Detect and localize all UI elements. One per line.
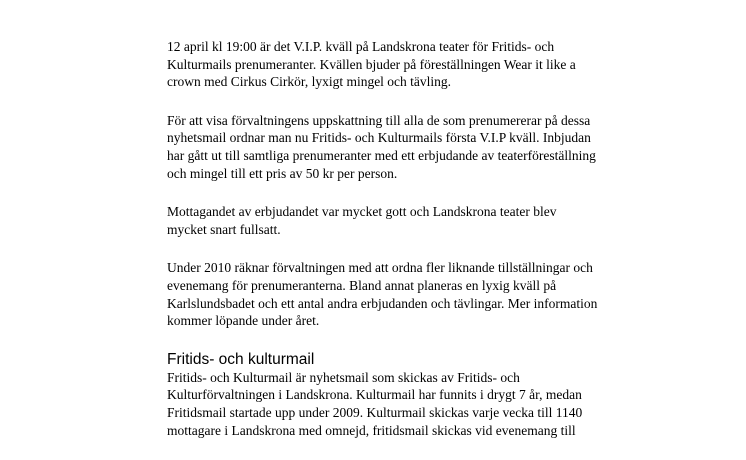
text-line: Under 2010 räknar förvaltningen med att ordna fler liknande tillställningar och	[167, 260, 593, 276]
text-line: evenemang för prenumeranterna. Bland annat planeras en lyxig kväll på	[167, 277, 557, 293]
text-line: Fritidsmail startade upp under 2009. Kulturmail skickas varje vecka till 1140	[167, 404, 583, 420]
text-line: nyhetsmail ordnar man nu Fritids- och Kulturmails första V.I.P kväll. Inbjudan	[167, 130, 591, 146]
text-line: mycket snart fullsatt.	[167, 221, 281, 237]
paragraph-appreciation	[167, 112, 667, 182]
text-line: Kulturmails prenumeranter. Kvällen bjuder på föreställningen Wear it like a	[167, 56, 576, 72]
text-line: 12 april kl 19:00 är det V.I.P. kväll på Landskrona teater för Fritids- och	[167, 39, 555, 54]
text-line: har gått ut till samtliga prenumeranter med ett erbjudande av teaterföreställning	[167, 147, 596, 163]
text-line: Mottagandet av erbjudandet var mycket gott och Landskrona teater blev	[167, 204, 557, 220]
paragraph-plans-2010	[167, 259, 667, 329]
document-page	[167, 38, 667, 460]
section-heading: Fritids- och kulturmail	[167, 350, 315, 368]
paragraph-reception	[167, 203, 667, 238]
text-line: Kulturförvaltningen i Landskrona. Kulturmail har funnits i drygt 7 år, medan	[167, 387, 582, 403]
text-line: crown med Cirkus Cirkör, lyxigt mingel och tävling.	[167, 74, 452, 90]
text-line: Karlslundsbadet och ett antal andra erbjudanden och tävlingar. Mer information	[167, 295, 598, 311]
text-line: För att visa förvaltningens uppskattning till alla de som prenumererar på dessa	[167, 112, 591, 128]
text-line: mottagare i Landskrona med omnejd, fritidsmail skickas vid evenemang till	[167, 422, 576, 438]
text-line: och mingel till ett pris av 50 kr per person.	[167, 165, 398, 181]
text-line: Fritids- och Kulturmail är nyhetsmail som skickas av Fritids- och	[167, 369, 520, 385]
text-line: kommer löpande under året.	[167, 313, 320, 329]
paragraph-vip-evening	[167, 38, 667, 91]
paragraph-about-mail	[167, 369, 667, 439]
